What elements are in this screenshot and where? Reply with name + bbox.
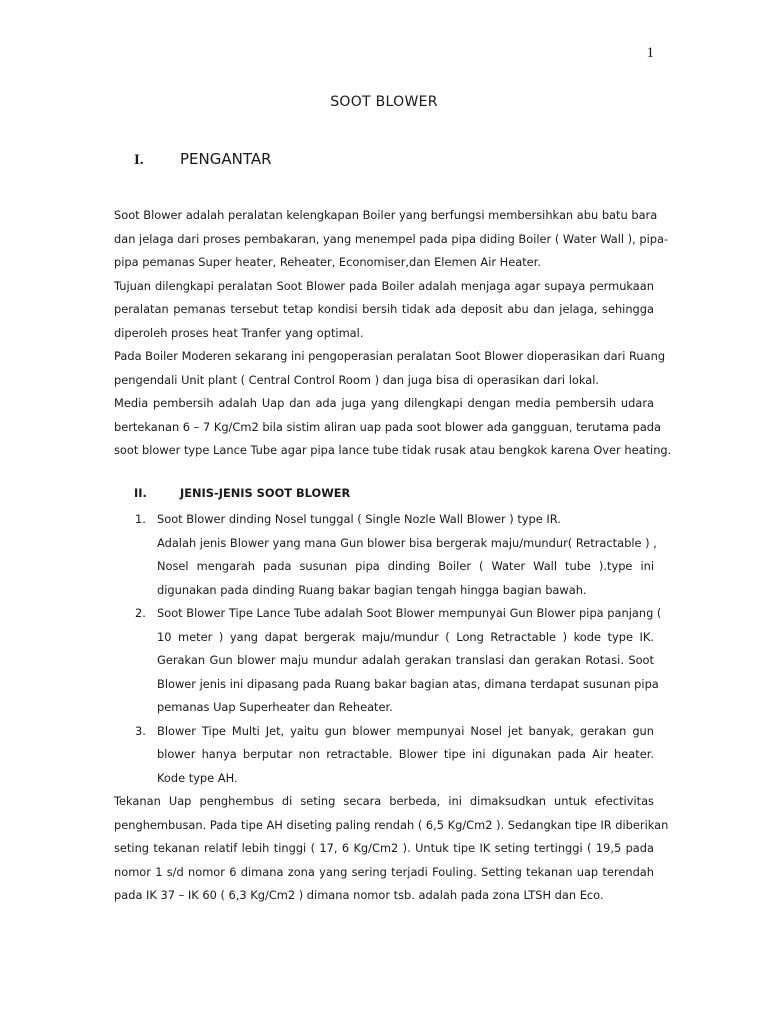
intro-line: pipa pemanas Super heater, Reheater, Economiser,dan Elemen Air Heater. — [114, 255, 541, 269]
intro-line: peralatan pemanas tersebut tetap kondisi bersih tidak ada deposit abu dan jelaga, sehingga — [114, 302, 654, 316]
intro-line: bertekanan 6 – 7 Kg/Cm2 bila sistim aliran uap pada soot blower ada gangguan, terutama pada — [114, 419, 662, 434]
intro-paragraphs — [114, 204, 672, 463]
list-item-number: 3. — [135, 723, 146, 738]
section-1-number: I. — [134, 152, 144, 168]
list-item — [114, 602, 662, 720]
list-item-line: pemanas Uap Superheater dan Reheater. — [157, 700, 393, 714]
list-item-line: Gerakan Gun blower maju mundur adalah gerakan translasi dan gerakan Rotasi. Soot — [157, 653, 654, 667]
closing-line: seting tekanan relatif lebih tinggi ( 17, 6 Kg/Cm2 ). Untuk tipe IK seting tertinggi ( 19,5 pada — [114, 841, 654, 855]
closing-line: penghembusan. Pada tipe AH diseting paling rendah ( 6,5 Kg/Cm2 ). Sedangkan tipe IR diberikan — [114, 817, 669, 832]
list-item-line: blower hanya berputar non retractable. Blower tipe ini digunakan pada Air heater. — [157, 747, 654, 761]
section-1-heading — [134, 150, 272, 169]
page-number: 1 — [646, 45, 654, 61]
closing-line: pada IK 37 – IK 60 ( 6,3 Kg/Cm2 ) dimana nomor tsb. adalah pada zona LTSH dan Eco. — [114, 888, 604, 902]
list-item-number: 2. — [135, 606, 146, 620]
intro-line: dan jelaga dari proses pembakaran, yang menempel pada pipa diding Boiler ( Water Wall ), pipa- — [114, 231, 669, 246]
soot-blower-types-list — [114, 508, 662, 790]
intro-line: Soot Blower adalah peralatan kelengkapan Boiler yang berfungsi membersihkan abu batu bara — [114, 208, 658, 222]
list-item-line: Adalah jenis Blower yang mana Gun blower bisa bergerak maju/mundur( Retractable ) , — [157, 535, 657, 550]
list-item-line: Soot Blower dinding Nosel tunggal ( Single Nozle Wall Blower ) type IR. — [157, 512, 561, 526]
document-title: SOOT BLOWER — [330, 94, 438, 110]
closing-line: Tekanan Uap penghembus di seting secara berbeda, ini dimaksudkan untuk efectivitas — [114, 794, 654, 808]
list-item-line: Blower Tipe Multi Jet, yaitu gun blower mempunyai Nosel jet banyak, gerakan gun — [157, 723, 654, 738]
intro-line: Pada Boiler Moderen sekarang ini pengoperasian peralatan Soot Blower dioperasikan dari Ruang — [114, 349, 666, 363]
section-2-title: JENIS-JENIS SOOT BLOWER — [180, 486, 351, 500]
list-item-line: Nosel mengarah pada susunan pipa dinding Boiler ( Water Wall tube ).type ini — [157, 559, 654, 573]
list-item-line: Soot Blower Tipe Lance Tube adalah Soot Blower mempunyai Gun Blower pipa panjang ( — [157, 606, 662, 620]
list-item-line: Blower jenis ini dipasang pada Ruang bakar bagian atas, dimana terdapat susunan pipa — [157, 676, 659, 691]
intro-line: pengendali Unit plant ( Central Control Room ) dan juga bisa di operasikan dari lokal. — [114, 372, 600, 387]
list-item-line: Kode type AH. — [157, 770, 238, 785]
list-item-number: 1. — [135, 512, 146, 526]
intro-line: soot blower type Lance Tube agar pipa lance tube tidak rusak atau bengkok karena Over heating. — [114, 443, 672, 457]
closing-paragraph — [114, 790, 669, 908]
list-item-line: digunakan pada dinding Ruang bakar bagian tengah hingga bagian bawah. — [157, 582, 587, 597]
intro-line: Media pembersih adalah Uap dan ada juga yang dilengkapi dengan media pembersih udara — [114, 396, 654, 410]
list-item-line: 10 meter ) yang dapat bergerak maju/mundur ( Long Retractable ) kode type IK. — [157, 629, 654, 644]
section-2-heading — [134, 486, 350, 500]
section-1-title: PENGANTAR — [180, 150, 272, 168]
intro-line: diperoleh proses heat Tranfer yang optimal. — [114, 325, 364, 340]
list-item — [114, 720, 654, 791]
closing-line: nomor 1 s/d nomor 6 dimana zona yang sering terjadi Fouling. Setting tekanan uap terendah — [114, 864, 654, 879]
list-item — [114, 508, 657, 602]
intro-line: Tujuan dilengkapi peralatan Soot Blower pada Boiler adalah menjaga agar supaya permukaan — [114, 278, 654, 293]
section-2-number: II. — [134, 486, 147, 500]
